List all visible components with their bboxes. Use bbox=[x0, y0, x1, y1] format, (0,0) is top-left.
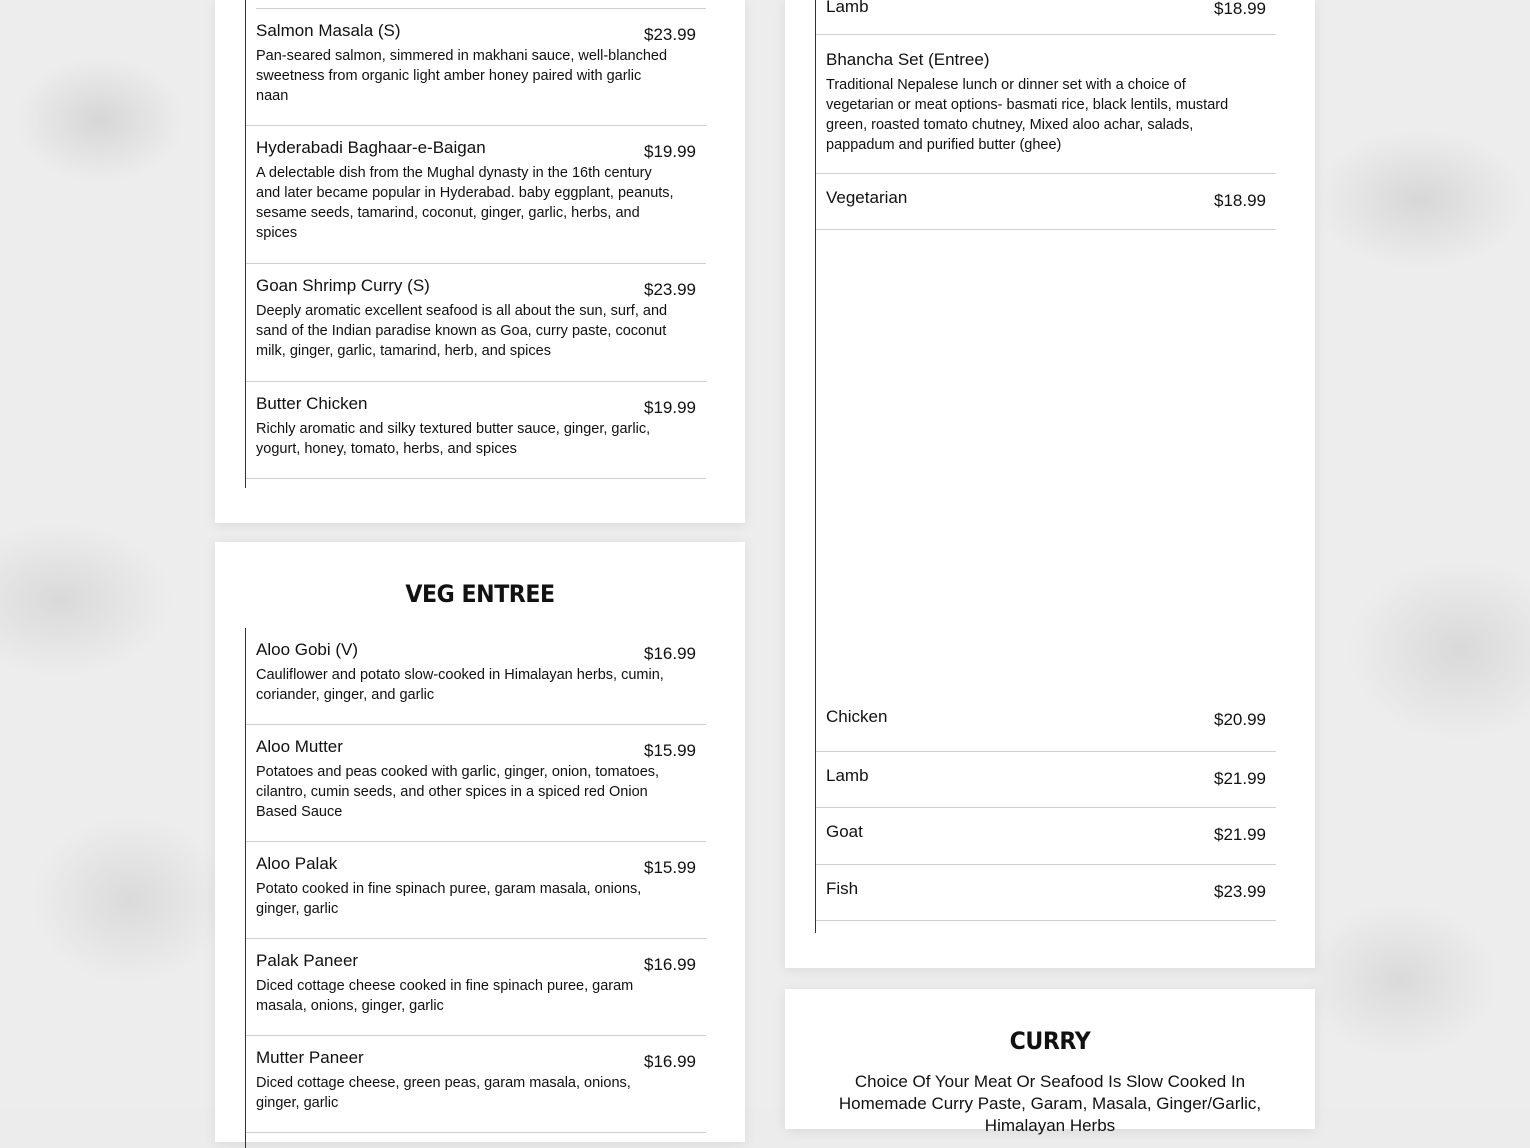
item-name: Bhancha Set (Entree) bbox=[826, 50, 990, 69]
item-description: Potatoes and peas cooked with garlic, ginger, onion, tomatoes, cilantro, cumin seeds, and other spices in a spiced red Onion Based Sauce bbox=[256, 764, 660, 820]
curry-card bbox=[785, 989, 1315, 1135]
menu-item-aloo-mutter[interactable] bbox=[246, 725, 706, 842]
item-name: Butter Chicken bbox=[256, 394, 368, 413]
item-name: Palak Paneer bbox=[256, 951, 359, 970]
item-name: Salmon Masala (S) bbox=[256, 21, 401, 40]
item-name: Vegetarian bbox=[826, 188, 908, 207]
item-description: Pan-seared salmon, simmered in makhani sauce, well-blanched sweetness from organic light amber honey paired with garlic naan bbox=[256, 48, 668, 104]
item-description: A delectable dish from the Mughal dynasty in the 16th century and later became popular in Hyderabad. baby eggplant, peanuts, sesame seeds, tamarind, coconut, ginger, garlic, herbs, and spices bbox=[256, 165, 674, 241]
menu-item-mutter-paneer[interactable] bbox=[246, 1036, 706, 1133]
item-price: $16.99 bbox=[644, 955, 696, 974]
item-name: Aloo Mutter bbox=[256, 737, 343, 756]
item-price: $18.99 bbox=[1214, 0, 1266, 18]
item-price: $21.99 bbox=[1214, 825, 1266, 844]
item-name: Goan Shrimp Curry (S) bbox=[256, 276, 430, 295]
item-price: $20.99 bbox=[1214, 710, 1266, 729]
item-price: $19.99 bbox=[644, 142, 696, 161]
item-name: Aloo Palak bbox=[256, 854, 338, 873]
item-price: $23.99 bbox=[644, 25, 696, 44]
item-description: Potato cooked in fine spinach puree, garam masala, onions, ginger, garlic bbox=[256, 881, 642, 917]
bhancha-list bbox=[815, 0, 1276, 933]
item-description: Diced cottage cheese, green peas, garam masala, onions, ginger, garlic bbox=[256, 1075, 631, 1111]
item-name: Lamb bbox=[826, 766, 869, 785]
item-price: $15.99 bbox=[644, 858, 696, 877]
curry-intro: Choice Of Your Meat Or Seafood Is Slow Cooked In Homemade Curry Paste, Garam, Masala, Ginger/Garlic, Himalayan Herbs bbox=[838, 1072, 1262, 1135]
menu-item-baghaar-e-baigan[interactable] bbox=[246, 126, 706, 264]
veg-entree-card bbox=[215, 542, 745, 1142]
item-price: $16.99 bbox=[644, 644, 696, 663]
menu-item-bhancha-set[interactable] bbox=[816, 35, 1276, 174]
item-description: Cauliflower and potato slow-cooked in Himalayan herbs, cumin, coriander, ginger, and garlic bbox=[256, 667, 664, 703]
item-price: $23.99 bbox=[644, 280, 696, 299]
item-name: Aloo Gobi (V) bbox=[256, 640, 359, 659]
menu-item-aloo-palak[interactable] bbox=[246, 842, 706, 939]
item-price: $15.99 bbox=[644, 741, 696, 760]
bhancha-card bbox=[785, 0, 1315, 968]
list-divider bbox=[256, 0, 706, 9]
menu-item-fish[interactable] bbox=[816, 865, 1276, 921]
menu-item-goan-shrimp-curry[interactable] bbox=[246, 264, 706, 382]
item-description: Traditional Nepalese lunch or dinner set with a choice of vegetarian or meat options- basmati rice, black lentils, mustard green, roasted tomato chutney, Mixed aloo achar, salads, pappadum and purified butter (ghee) bbox=[826, 77, 1229, 153]
menu-item-salmon-masala[interactable] bbox=[246, 9, 706, 126]
menu-item-lamb-curry[interactable] bbox=[816, 752, 1276, 808]
entree-card bbox=[215, 0, 745, 523]
image-placeholder bbox=[816, 230, 1276, 696]
menu-item-palak-paneer[interactable] bbox=[246, 939, 706, 1036]
menu-item-aloo-gobi[interactable] bbox=[246, 628, 706, 725]
item-price: $23.99 bbox=[1214, 882, 1266, 901]
menu-item-butter-chicken[interactable] bbox=[246, 382, 706, 479]
item-description: Deeply aromatic excellent seafood is all about the sun, surf, and sand of the Indian paradise known as Goa, curry paste, coconut milk, ginger, garlic, tamarind, herb, and spices bbox=[256, 303, 668, 359]
item-name: Goat bbox=[826, 822, 863, 841]
section-title-curry: CURRY bbox=[1009, 1027, 1091, 1055]
item-description: Richly aromatic and silky textured butter sauce, ginger, garlic, yogurt, honey, tomato, herbs, and spices bbox=[256, 421, 651, 457]
item-name: Chicken bbox=[826, 707, 888, 726]
item-description: Diced cottage cheese cooked in fine spinach puree, garam masala, onions, ginger, garlic bbox=[256, 978, 634, 1014]
item-price: $16.99 bbox=[644, 1052, 696, 1071]
item-price: $18.99 bbox=[1214, 191, 1266, 210]
menu-item-chicken[interactable] bbox=[816, 696, 1276, 752]
veg-entree-list bbox=[245, 628, 706, 1148]
menu-item-goat[interactable] bbox=[816, 808, 1276, 865]
item-price: $19.99 bbox=[644, 398, 696, 417]
item-price: $21.99 bbox=[1214, 769, 1266, 788]
item-name: Lamb bbox=[826, 0, 869, 16]
entree-list bbox=[245, 0, 706, 488]
item-name: Hyderabadi Baghaar-e-Baigan bbox=[256, 138, 486, 157]
menu-item-vegetarian[interactable] bbox=[816, 174, 1276, 230]
item-name: Mutter Paneer bbox=[256, 1048, 364, 1067]
section-title-veg-entree: VEG ENTREE bbox=[405, 580, 555, 608]
item-name: Fish bbox=[826, 879, 859, 898]
menu-item-lamb[interactable] bbox=[816, 0, 1276, 35]
